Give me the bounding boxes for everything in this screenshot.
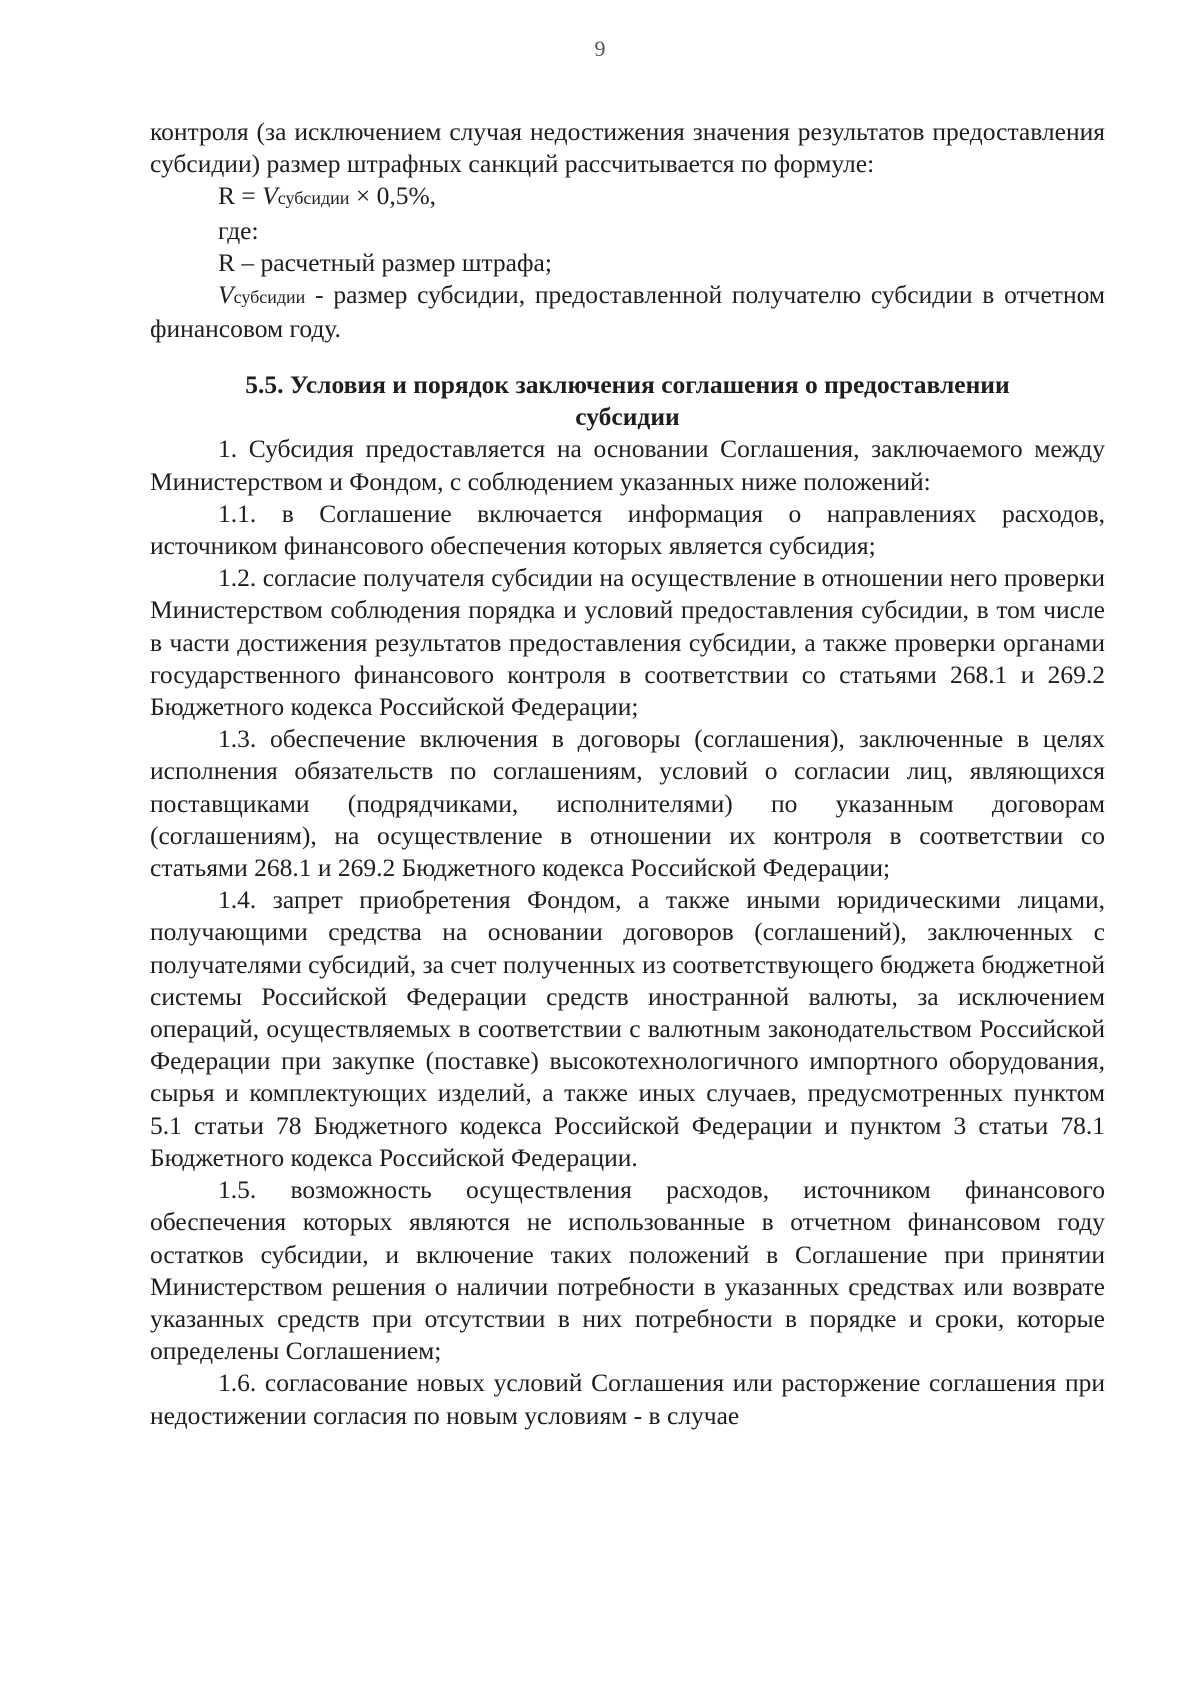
paragraph-1-6: 1.6. согласование новых условий Соглашения или расторжение соглашения при недостижении согласия по новым условиям - в случае: [150, 1368, 1105, 1430]
section-heading: [150, 369, 1105, 433]
formula-r: R =: [218, 181, 263, 211]
definition-r: R – расчетный размер штрафа;: [218, 247, 552, 277]
section-title-line2: субсидии: [575, 402, 680, 432]
penalty-formula: [150, 180, 1105, 214]
document-body: [150, 116, 1105, 1432]
definition-v: [150, 279, 1105, 345]
definition-v-subscript: субсидии: [233, 287, 306, 308]
formula-v-symbol: V: [262, 181, 278, 211]
definition-v-symbol: V: [218, 280, 234, 310]
paragraph-1-1: 1.1. в Соглашение включается информация о направлениях расходов, источником финансового обеспечения которых является субсидия;: [150, 498, 1105, 561]
definition-v-text: - размер субсидии, предоставленной получателю субсидии в отчетном финансовом году.: [150, 280, 1105, 344]
paragraph-1-2: 1.2. согласие получателя субсидии на осуществление в отношении него проверки Министерством соблюдения порядка и условий предоставления субсидии, в том числе в части достижения результатов предоставления субсидии, а также проверки органами государственного финансового контроля в соответствии со статьями 268.1 и 269.2 Бюджетного кодекса Российской Федерации;: [150, 563, 1105, 722]
section-title-line1: 5.5. Условия и порядок заключения соглашения о предоставлении: [245, 370, 1010, 400]
page-number: 9: [594, 36, 606, 61]
paragraph-1: 1. Субсидия предоставляется на основании Соглашения, заключаемого между Министерством и Фондом, с соблюдением указанных ниже положений:: [150, 434, 1105, 496]
paragraph-1-4: 1.4. запрет приобретения Фондом, а также иными юридическими лицами, получающими средства на основании договоров (соглашений), заключенных с получателями субсидий, за счет полученных из соответствующего бюджета бюджетной системы Российской Федерации средств иностранной валюты, за исключением операций, осуществляемых в соответствии с валютным законодательством Российской Федерации при закупке (поставке) высокотехнологичного импортного оборудования, сырья и комплектующих изделий, а также иных случаев, предусмотренных пунктом 5.1 статьи 78 Бюджетного кодекса Российской Федерации и пунктом 3 статьи 78.1 Бюджетного кодекса Российской Федерации.: [150, 885, 1105, 1172]
where-label: где:: [218, 215, 259, 245]
paragraph-1-3: 1.3. обеспечение включения в договоры (соглашения), заключенные в целях исполнения обязательств по соглашениям, условий о согласии лиц, являющихся поставщиками (подрядчиками, исполнителями) по указанным договорам (соглашениям), на осуществление в отношении их контроля в соответствии со статьями 268.1 и 269.2 Бюджетного кодекса Российской Федерации;: [150, 724, 1105, 883]
paragraph-1-5: 1.5. возможность осуществления расходов, источником финансового обеспечения которых являются не использованные в отчетном финансовом году остатков субсидии, и включение таких положений в Соглашение при принятии Министерством решения о наличии потребности в указанных средствах или возврате указанных средств при отсутствии в них потребности в порядке и сроки, которые определены Соглашением;: [150, 1175, 1105, 1366]
intro-paragraph: контроля (за исключением случая недостижения значения результатов предоставления субсидии) размер штрафных санкций рассчитывается по формуле:: [150, 117, 1105, 179]
formula-rest: × 0,5%,: [349, 181, 437, 211]
formula-v-subscript: субсидии: [277, 188, 350, 209]
